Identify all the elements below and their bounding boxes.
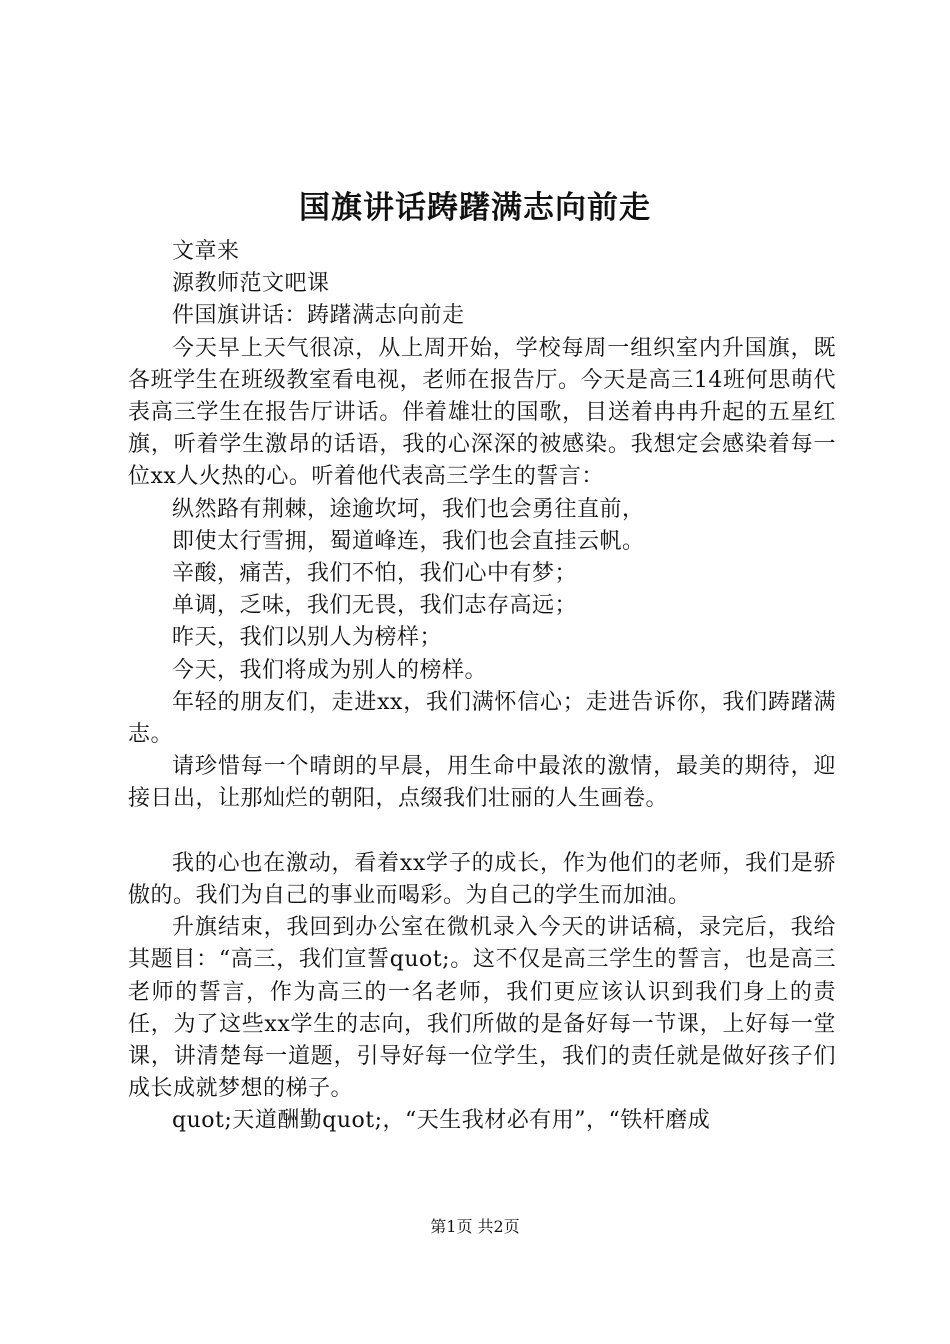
paragraph: 单调，乏味，我们无畏，我们志存高远；	[172, 593, 578, 619]
paragraph: 我的心也在激动，看着xx学子的成长，作为他们的老师，我们是骄傲的。我们为自己的事业而喝彩。为自己的学生而加油。	[128, 850, 836, 909]
blank-line	[128, 816, 836, 848]
document-title: 国旗讲话踌躇满志向前走	[299, 190, 651, 226]
paragraph: 即使太行雪拥，蜀道峰连，我们也会直挂云帆。	[172, 528, 645, 554]
paragraph: 请珍惜每一个晴朗的早晨，用生命中最浓的激情，最美的期待，迎接日出，让那灿烂的朝阳，点缀我们壮丽的人生画卷。	[128, 754, 836, 812]
paragraph: 昨天，我们以别人为榜样；	[172, 625, 443, 651]
document-body	[128, 236, 836, 1138]
paragraph: 件国旗讲话：踌躇满志向前走	[172, 303, 465, 329]
paragraph: 文章来	[172, 239, 240, 264]
paragraph: 今天，我们将成为别人的榜样。	[172, 657, 488, 683]
page-footer: 第1页 共2页	[430, 1217, 520, 1236]
paragraph: quot;天道酬勤quot;，“天生我材必有用”，“铁杆磨成	[172, 1108, 711, 1134]
paragraph: 年轻的朋友们，走进xx，我们满怀信心；走进告诉你，我们踌躇满志。	[128, 689, 836, 748]
paragraph: 辛酸，痛苦，我们不怕，我们心中有梦；	[172, 561, 578, 587]
paragraph: 纵然路有荆棘，途逾坎坷，我们也会勇往直前，	[172, 496, 645, 522]
paragraph: 源教师范文吧课	[172, 271, 330, 297]
paragraph: 今天早上天气很凉，从上周开始，学校每周一组织室内升国旗，既各班学生在班级教室看电视，老师在报告厅。今天是高三14班何思萌代表高三学生在报告厅讲话。伴着雄壮的国歌，目送着冉冉升起的五星红旗，听着学生激昂的话语，我的心深深的被感染。我想定会感染着每一位xx人火热的心。听着他代表高三学生的誓言：	[128, 335, 836, 490]
paragraph: 升旗结束，我回到办公室在微机录入今天的讲话稿，录完后，我给其题目：“高三，我们宣誓quot;。这不仅是高三学生的誓言，也是高三老师的誓言，作为高三的一名老师，我们更应该认识到我们身上的责任，为了这些xx学生的志向，我们所做的是备好每一节课，上好每一堂课，讲清楚每一道题，引导好每一位学生，我们的责任就是做好孩子们成长成就梦想的梯子。	[128, 915, 836, 1102]
